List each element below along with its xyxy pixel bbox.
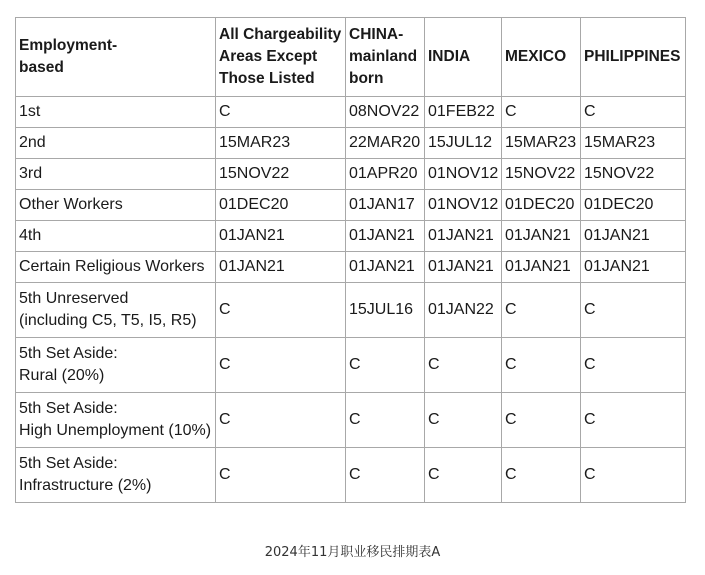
table-cell: C bbox=[581, 97, 686, 128]
header-india bbox=[425, 18, 502, 97]
table-row bbox=[16, 128, 686, 159]
table-cell: 01JAN21 bbox=[216, 221, 346, 252]
table-cell: 08NOV22 bbox=[346, 97, 425, 128]
table-cell: C bbox=[216, 338, 346, 393]
visa-bulletin-table-container bbox=[15, 17, 686, 503]
table-cell: 15JUL12 bbox=[425, 128, 502, 159]
table-cell: 22MAR20 bbox=[346, 128, 425, 159]
table-cell: C bbox=[502, 283, 581, 338]
table-cell: C bbox=[425, 338, 502, 393]
table-cell: 15MAR23 bbox=[581, 128, 686, 159]
table-cell: 01JAN21 bbox=[581, 252, 686, 283]
header-label: INDIA bbox=[428, 48, 471, 65]
table-cell: 01JAN21 bbox=[581, 221, 686, 252]
table-cell: 01JAN21 bbox=[425, 221, 502, 252]
table-row bbox=[16, 448, 686, 503]
table-cell: 15NOV22 bbox=[502, 159, 581, 190]
header-all-chargeability bbox=[216, 18, 346, 97]
table-cell: C bbox=[581, 338, 686, 393]
table-row bbox=[16, 338, 686, 393]
table-cell: 15NOV22 bbox=[216, 159, 346, 190]
table-cell: C bbox=[216, 97, 346, 128]
header-label: Employment- based bbox=[19, 37, 118, 76]
table-caption: 2024年11月职业移民排期表A bbox=[264, 545, 441, 560]
table-row bbox=[16, 190, 686, 221]
table-cell: C bbox=[346, 338, 425, 393]
table-cell: 2nd bbox=[16, 128, 216, 159]
table-cell: 3rd bbox=[16, 159, 216, 190]
table-row bbox=[16, 252, 686, 283]
header-label: PHILIPPINES bbox=[584, 48, 681, 65]
table-cell: 01DEC20 bbox=[216, 190, 346, 221]
table-cell bbox=[16, 448, 216, 503]
table-cell: C bbox=[581, 393, 686, 448]
table-row bbox=[16, 283, 686, 338]
table-row bbox=[16, 393, 686, 448]
table-cell: 01FEB22 bbox=[425, 97, 502, 128]
table-cell: C bbox=[502, 97, 581, 128]
header-mexico bbox=[502, 18, 581, 97]
table-cell: 01JAN21 bbox=[216, 252, 346, 283]
header-employment-based bbox=[16, 18, 216, 97]
table-cell: 01APR20 bbox=[346, 159, 425, 190]
visa-bulletin-table bbox=[15, 17, 686, 503]
cell-text: 5th Set Aside: Rural (20%) bbox=[19, 345, 118, 384]
table-cell: C bbox=[346, 393, 425, 448]
table-cell: 01NOV12 bbox=[425, 159, 502, 190]
table-cell: Certain Religious Workers bbox=[16, 252, 216, 283]
table-cell: 01JAN21 bbox=[425, 252, 502, 283]
table-cell: Other Workers bbox=[16, 190, 216, 221]
header-label: All Chargeability Areas Except Those Listed bbox=[219, 26, 342, 87]
table-cell: 01DEC20 bbox=[502, 190, 581, 221]
table-cell: 01JAN21 bbox=[502, 221, 581, 252]
table-cell: 01DEC20 bbox=[581, 190, 686, 221]
header-label: MEXICO bbox=[505, 48, 567, 65]
table-cell: 01JAN22 bbox=[425, 283, 502, 338]
table-cell: C bbox=[502, 393, 581, 448]
header-philippines bbox=[581, 18, 686, 97]
table-cell: C bbox=[502, 448, 581, 503]
table-row bbox=[16, 221, 686, 252]
table-cell: 15MAR23 bbox=[216, 128, 346, 159]
table-cell: C bbox=[216, 283, 346, 338]
cell-text: 5th Set Aside: Infrastructure (2%) bbox=[19, 455, 152, 494]
table-cell: C bbox=[425, 448, 502, 503]
table-cell: C bbox=[216, 448, 346, 503]
table-cell: 01JAN17 bbox=[346, 190, 425, 221]
table-row bbox=[16, 97, 686, 128]
table-cell: 1st bbox=[16, 97, 216, 128]
table-cell: 01JAN21 bbox=[502, 252, 581, 283]
table-cell: C bbox=[346, 448, 425, 503]
cell-text: 5th Unreserved (including C5, T5, I5, R5) bbox=[19, 290, 197, 329]
table-cell: C bbox=[581, 283, 686, 338]
header-china bbox=[346, 18, 425, 97]
header-row bbox=[16, 18, 686, 97]
table-cell: C bbox=[502, 338, 581, 393]
table-cell bbox=[16, 338, 216, 393]
table-cell: C bbox=[216, 393, 346, 448]
table-row bbox=[16, 159, 686, 190]
table-cell: C bbox=[581, 448, 686, 503]
table-cell: C bbox=[425, 393, 502, 448]
table-cell bbox=[16, 283, 216, 338]
table-cell: 4th bbox=[16, 221, 216, 252]
table-cell: 01NOV12 bbox=[425, 190, 502, 221]
table-cell: 01JAN21 bbox=[346, 252, 425, 283]
table-cell: 01JAN21 bbox=[346, 221, 425, 252]
table-cell: 15MAR23 bbox=[502, 128, 581, 159]
table-cell bbox=[16, 393, 216, 448]
table-cell: 15JUL16 bbox=[346, 283, 425, 338]
cell-text: 5th Set Aside: High Unemployment (10%) bbox=[19, 400, 212, 439]
header-label: CHINA- mainland born bbox=[349, 26, 418, 87]
table-cell: 15NOV22 bbox=[581, 159, 686, 190]
